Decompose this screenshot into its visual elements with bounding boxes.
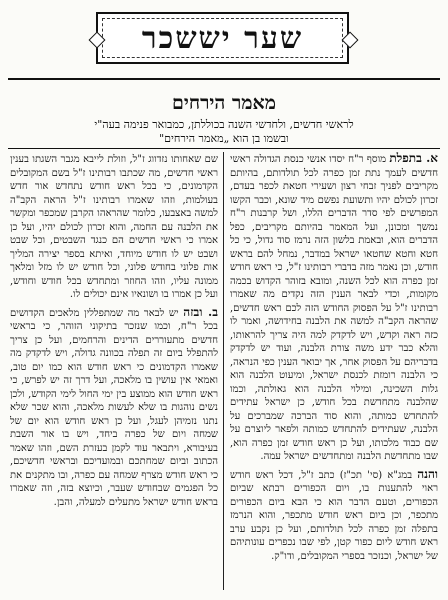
- paragraph-lead: א. בתפלת: [389, 152, 438, 165]
- column-divider: [223, 152, 224, 590]
- title-banner: [96, 12, 349, 64]
- paragraph-text: יש לבאר מה שמתפללין מלאכים הקדושים בכל ר"ח, וכמו שנזכר בתיקוני הזוהר, כי בראשי חדשים מתעוררים הדינים והרחמים, ועל כן צריך להתפלל ביום זה תפלה בכוונה גדולה, ויש לדקדק מה שאמרו הקדמונים כי ראש חודש הוא כמו יום טוב, ואמאי אין עושין בו מלאכה, ועל דרך זה יש לפרש, כי ראש חודש הוא ממוצע בין ימי החול לימי הקודש, ולכן נשים נוהגות בו שלא לעשות מלאכה, והוא שכר שלא נתנו נזמיהן לעגל, ועל כן ראש חודש הוא יום של שמחה ויום של כפרה ביחד, ויש בו אור השבת בעיבורא, ויתבאר עוד לקמן בעזרת השם, וזהו שאמר הכתוב וביום שמחתכם ובמועדיכם ובראשי חדשיכם, כי ראש חודש מצרף שמחה עם כפרה, ובו מתקנים את כל הפגמים שבחודש שעבר, וכיוצא בזה, וזה שאמרו בראש חודש ישראל מתעלים למעלה, והבן.: [10, 307, 218, 508]
- paragraph: [230, 468, 438, 564]
- text-column-left: [10, 152, 218, 592]
- book-title: שער יששכר: [141, 20, 304, 56]
- section-title: מאמר הירחים: [172, 92, 276, 114]
- section-subtitle-line2: ובשמו בן הוא „מאמר הירחים": [159, 132, 289, 145]
- paragraph-lead: ב. ובזה: [183, 304, 218, 319]
- title-banner-frame: [102, 18, 343, 58]
- top-rule: [8, 78, 440, 80]
- paragraph: [10, 306, 218, 510]
- paragraph: [230, 152, 438, 464]
- section-subtitle-line1: לראשי חדשים, ולחדשי השנה בכוללתן, כמבואר פנימה בעה"י: [94, 118, 354, 131]
- paragraph-text: שם שאחותו נזדווג ז"ל, וזולת לייבא מגבר השגתו בענין ראשי חדשים, מה שכתבו רבותינו ז"ל בשם המקובלים הקדמונים, כי בכל ראש חודש נתחדש אור חדש בעולמות, וזהו שאמרו רבותינו ז"ל הראה הקב"ה למשה באצבעו, כלומר שהראהו הקרבן שמכפר ומקשר את הלבנה עם החמה, והוא זכרון לכולם יהיו, ועל כן אמרו כי ראשי חדשים הם כנגד השבטים, וכל שבט ושבט יש לו חודש מיוחד, ואיתא בספר יצירה המליך אות פלוני בחודש פלוני, וכל חודש יש לו מזל ומלאך ממונה עליו, וזהו החוזר ומתחדש בכל חודש וחודש, ועל כן אמרו בו ושונאיו אינם יכולים לו.: [10, 154, 218, 300]
- paragraph-text: מוסף ר"ח יסדו אנשי כנסת הגדולה ראשי חדשים לעמך נתת זמן כפרה לכל תולדותם, בהיותם מקריבים לפניך זבחי רצון ושעירי חטאת לכפר בעדם, זכרון לכולם יהיו ותשועת נפשם מיד שונא, וכבר הקשו המפרשים לפי סדר הדברים הללו, ושל קרבנות ר"ח נמשך ומכונן, ועל המאמר בהיותם מקריבים, כפל הדברים הוא, ובאמת בלשון הזה נרמז סוד גדול, כי כל חטא וחטא שחטאו ישראל במדבר, נמחל להם בראש חודש, וכן נאמר מזה בדברי רבותינו ז"ל, כי ראש חודש זמן כפרה הוא לכל השנה, ומובא בזוהר הקדוש בכמה מקומות, וכדי לבאר הענין הזה נקדים מה שאמרו רבותינו ז"ל על הפסוק החודש הזה לכם ראש חדשים, שהראה הקב"ה למשה את הלבנה בחידושה, ואמר לו כזה ראה וקדש, ויש לדקדק למה היה צריך להראותו, והלא כבר ידע משה צורת הלבנה, ועוד יש לדקדק בדבריהם על הפסוק אחר, אך יבואר הענין כפי הנראה, כי הלבנה רומזת לכנסת ישראל, ומיעוט הלבנה הוא גלות השכינה, ומילוי הלבנה הוא גאולתה, וכמו שהלבנה מתחדשת בכל חודש, כן ישראל עתידים להתחדש כמותה, והוא סוד הברכה שמברכים על הלבנה, שעתידים להתחדש כמותה ולפאר ליוצרם על שם כבוד מלכותו, ועל כן ראש חודש זמן כפרה הוא, שבו מתחדשת הלבנה ומתחדשים ישראל עמה.: [230, 154, 438, 462]
- paragraph-lead: והנה: [417, 466, 438, 481]
- paragraph-text: במג"א (סי' תכ"ז) כתב ז"ל, דכל ראש חודש ראוי להתענות בו, ויום הכפורים רבתא שביום הכפורים, וטעם הדבר הוא כי הבא ביום הכפורים מתכפר, וכן ביום ראש חודש מתכפר, והוא הנרמז בתפלה זמן כפרה לכל תולדותם, ועל כן נקבע ערב ראש חודש ליום כפור קטן, לפי שבו נכפרים עונותיהם של ישראל, וכנזכר בספרי המקובלים, ודו"ק.: [230, 469, 438, 562]
- paragraph: [10, 152, 218, 302]
- subtitle-rule: [8, 148, 440, 149]
- text-column-right: [230, 152, 438, 592]
